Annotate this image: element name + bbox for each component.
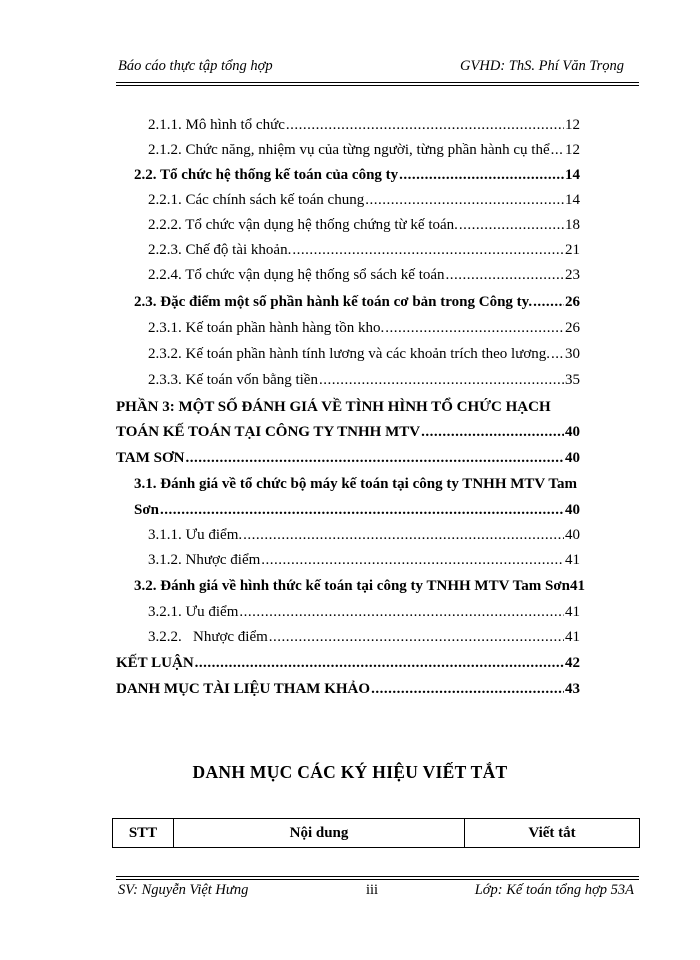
- toc-entry[interactable]: [0, 650, 640, 676]
- toc-entry[interactable]: [0, 162, 640, 188]
- header-rule: [116, 82, 639, 86]
- toc-entry-page: 14: [565, 167, 580, 183]
- toc-entry-page: 14: [565, 192, 580, 208]
- toc-entry-page: 40: [565, 450, 580, 466]
- toc-entry[interactable]: [0, 471, 640, 497]
- footer-student: SV: Nguyễn Việt Hưng: [118, 882, 249, 898]
- toc-leader-dots: [371, 676, 564, 702]
- toc-leader-dots: [269, 624, 564, 650]
- toc-entry-label: 3.2.1. Ưu điểm: [148, 604, 239, 620]
- toc-leader-dots: [365, 187, 564, 213]
- toc-entry-label: 2.2.3. Chế độ tài khoản.: [148, 242, 292, 258]
- toc-leader-dots: [319, 367, 564, 393]
- toc-leader-dots: [160, 497, 564, 523]
- toc-entry-page: 40: [565, 527, 580, 543]
- toc-entry-page: 35: [565, 372, 580, 388]
- toc-entry-label: 2.3. Đặc điểm một số phần hành kế toán cơ bản trong Công ty.: [134, 294, 533, 310]
- page-footer: [118, 882, 634, 904]
- toc-leader-dots: [239, 599, 564, 625]
- column-header-content: Nội dung: [174, 819, 465, 848]
- abbreviations-title: DANH MỤC CÁC KÝ HIỆU VIẾT TẮT: [192, 762, 508, 782]
- toc-entry-page: 30: [565, 346, 580, 362]
- toc-entry-page: 21: [565, 242, 580, 258]
- column-header-stt: STT: [113, 819, 174, 848]
- toc-entry-page: 12: [565, 142, 580, 158]
- toc-entry-label: 2.3.3. Kế toán vốn bằng tiền: [148, 372, 318, 388]
- toc-entry-page: 41: [565, 604, 580, 620]
- toc-leader-dots: [195, 650, 564, 676]
- toc-entry-page: 18: [565, 217, 580, 233]
- toc-entry-page: 26: [565, 320, 580, 336]
- toc-entry-label: TAM SƠN: [116, 450, 185, 466]
- toc-leader-dots: [551, 137, 564, 163]
- toc-entry-label: 2.2.4. Tổ chức vận dụng hệ thống sổ sách kế toán: [148, 267, 445, 283]
- toc-entry-page: 43: [565, 681, 580, 697]
- toc-entry[interactable]: [0, 289, 640, 315]
- toc-entry[interactable]: [0, 497, 640, 523]
- toc-entry-label: 3.1.2. Nhược điểm: [148, 552, 261, 568]
- toc-entry-label: 2.3.2. Kế toán phần hành tính lương và các khoản trích theo lương.: [148, 346, 551, 362]
- toc-entry[interactable]: [0, 573, 640, 599]
- toc-entry-label: 2.2.2. Tổ chức vận dụng hệ thống chứng từ kế toán.: [148, 217, 458, 233]
- toc-entry-page: 41: [565, 552, 580, 568]
- page-header: [118, 58, 624, 80]
- page-number: iii: [366, 882, 379, 898]
- toc-entry-label: Sơn: [134, 502, 159, 518]
- toc-leader-dots: [551, 341, 564, 367]
- toc-leader-dots: [286, 112, 564, 138]
- toc-leader-dots: [459, 212, 564, 238]
- toc-entry-label: 3.2.2. Nhược điểm: [148, 629, 268, 645]
- toc-entry-label: 2.1.1. Mô hình tổ chức: [148, 117, 285, 133]
- column-header-abbr: Viết tắt: [465, 819, 640, 848]
- toc-leader-dots: [533, 289, 564, 315]
- toc-leader-dots: [385, 315, 564, 341]
- toc-leader-dots: [421, 419, 564, 445]
- header-report-title: Báo cáo thực tập tổng hợp: [118, 58, 273, 74]
- toc-entry-page: 42: [565, 655, 580, 671]
- abbreviations-table: [112, 818, 640, 848]
- toc-entry[interactable]: [0, 212, 640, 238]
- toc-leader-dots: [292, 237, 564, 263]
- toc-entry[interactable]: [0, 394, 640, 420]
- toc-entry-label: 3.1.1. Ưu điểm.: [148, 527, 243, 543]
- toc-entry[interactable]: [0, 262, 640, 288]
- toc-entry-page: 41: [570, 578, 585, 594]
- footer-class: Lớp: Kế toán tổng hợp 53A: [474, 882, 634, 898]
- table-header-row: [113, 819, 640, 848]
- toc-entry-label: KẾT LUẬN: [116, 655, 194, 671]
- toc-entry-page: 23: [565, 267, 580, 283]
- toc-entry[interactable]: [0, 187, 640, 213]
- header-supervisor: GVHD: ThS. Phí Văn Trọng: [460, 58, 624, 74]
- toc-entry[interactable]: [0, 599, 640, 625]
- footer-rule: [116, 876, 639, 880]
- toc-entry-page: 26: [565, 294, 580, 310]
- toc-entry[interactable]: [0, 522, 640, 548]
- toc-entry[interactable]: [0, 341, 640, 367]
- toc-entry[interactable]: [0, 112, 640, 138]
- toc-entry[interactable]: [0, 315, 640, 341]
- toc-entry-label: PHẦN 3: MỘT SỐ ĐÁNH GIÁ VỀ TÌNH HÌNH TỔ CHỨC HẠCH: [116, 399, 551, 415]
- toc-leader-dots: [446, 262, 564, 288]
- toc-entry-page: 40: [565, 424, 580, 440]
- toc-entry[interactable]: [0, 445, 640, 471]
- toc-entry[interactable]: [0, 676, 640, 702]
- toc-entry-label: TOÁN KẾ TOÁN TẠI CÔNG TY TNHH MTV: [116, 424, 421, 440]
- toc-entry[interactable]: [0, 547, 640, 573]
- toc-leader-dots: [243, 522, 564, 548]
- toc-leader-dots: [261, 547, 564, 573]
- toc-entry-page: 12: [565, 117, 580, 133]
- toc-entry-label: 2.2.1. Các chính sách kế toán chung: [148, 192, 365, 208]
- toc-entry-label: 3.1. Đánh giá về tổ chức bộ máy kế toán tại công ty TNHH MTV Tam: [134, 476, 578, 492]
- toc-entry-label: 2.3.1. Kế toán phần hành hàng tồn kho.: [148, 320, 385, 336]
- toc-entry-page: 41: [565, 629, 580, 645]
- toc-entry-page: 40: [565, 502, 580, 518]
- toc-leader-dots: [185, 445, 564, 471]
- toc-entry[interactable]: [0, 367, 640, 393]
- toc-entry-label: 2.1.2. Chức năng, nhiệm vụ của từng người, từng phần hành cụ thể: [148, 142, 550, 158]
- toc-entry[interactable]: [0, 237, 640, 263]
- toc-entry[interactable]: [0, 624, 640, 650]
- toc-entry-label: 3.2. Đánh giá về hình thức kế toán tại công ty TNHH MTV Tam Sơn: [134, 578, 570, 594]
- toc-entry-label: 2.2. Tổ chức hệ thống kế toán của công ty: [134, 167, 399, 183]
- toc-leader-dots: [399, 162, 564, 188]
- toc-entry[interactable]: [0, 419, 640, 445]
- toc-entry-label: DANH MỤC TÀI LIỆU THAM KHẢO: [116, 681, 371, 697]
- toc-entry[interactable]: [0, 137, 640, 163]
